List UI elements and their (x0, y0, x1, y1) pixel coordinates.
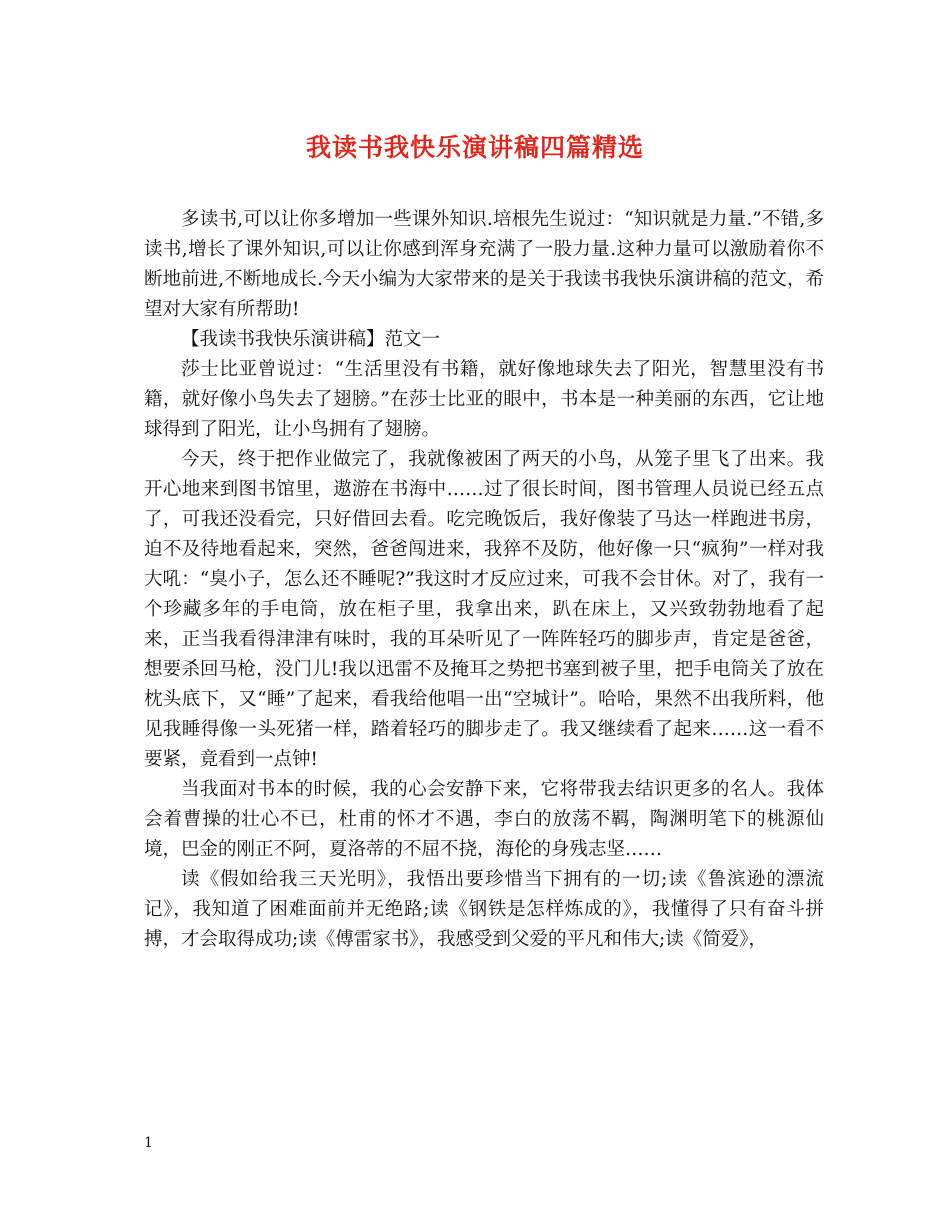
section-heading: 【我读书我快乐演讲稿】范文一 (181, 329, 441, 350)
body-paragraph: 当我面对书本的时候，我的心会安静下来，它将带我去结识更多的名人。我体会着曹操的壮心不已，杜甫的怀才不遇，李白的放荡不羁，陶渊明笔下的桃源仙境，巴金的刚正不阿，夏洛蒂的不屈不挠，海伦的身残志坚…… (144, 779, 824, 860)
body-paragraph: 读《假如给我三天光明》，我悟出要珍惜当下拥有的一切;读《鲁滨逊的漂流记》，我知道了困难面前并无绝路;读《钢铁是怎样炼成的》，我懂得了只有奋斗拼搏，才会取得成功;读《傅雷家书》，我感受到父爱的平凡和伟大;读《简爱》， (144, 869, 824, 950)
body-paragraph: 今天，终于把作业做完了，我就像被困了两天的小鸟，从笼子里飞了出来。我开心地来到图书馆里，遨游在书海中……过了很长时间，图书管理人员说已经五点了，可我还没看完，只好借回去看。吃完晚饭后，我好像装了马达一样跑进书房，迫不及待地看起来，突然，爸爸闯进来，我猝不及防，他好像一只“疯狗”一样对我大吼：“臭小子，怎么还不睡呢?”我这时才反应过来，可我不会甘休。对了，我有一个珍藏多年的手电筒，放在柜子里，我拿出来，趴在床上，又兴致勃勃地看了起来，正当我看得津津有味时，我的耳朵听见了一阵阵轻巧的脚步声，肯定是爸爸，想要杀回马枪，没门儿!我以迅雷不及掩耳之势把书塞到被子里，把手电筒关了放在枕头底下，又“睡”了起来，看我给他唱一出“空城计”。哈哈，果然不出我所料，他见我睡得像一头死猪一样，踏着轻巧的脚步走了。我又继续看了起来……这一看不要紧，竟看到一点钟! (144, 449, 824, 770)
page-number: 1 (144, 1135, 153, 1151)
intro-paragraph: 多读书,可以让你多增加一些课外知识.培根先生说过：“知识就是力量.”不错,多读书,增长了课外知识,可以让你感到浑身充满了一股力量.这种力量可以激励着你不断地前进,不断地成长.今天小编为大家带来的是关于我读书我快乐演讲稿的范文，希望对大家有所帮助! (144, 209, 824, 320)
body-paragraph: 莎士比亚曾说过：“生活里没有书籍，就好像地球失去了阳光，智慧里没有书籍，就好像小鸟失去了翅膀。”在莎士比亚的眼中，书本是一种美丽的东西，它让地球得到了阳光，让小鸟拥有了翅膀。 (144, 359, 824, 440)
document-body (144, 205, 824, 955)
document-title: 我读书我快乐演讲稿四篇精选 (305, 133, 644, 162)
